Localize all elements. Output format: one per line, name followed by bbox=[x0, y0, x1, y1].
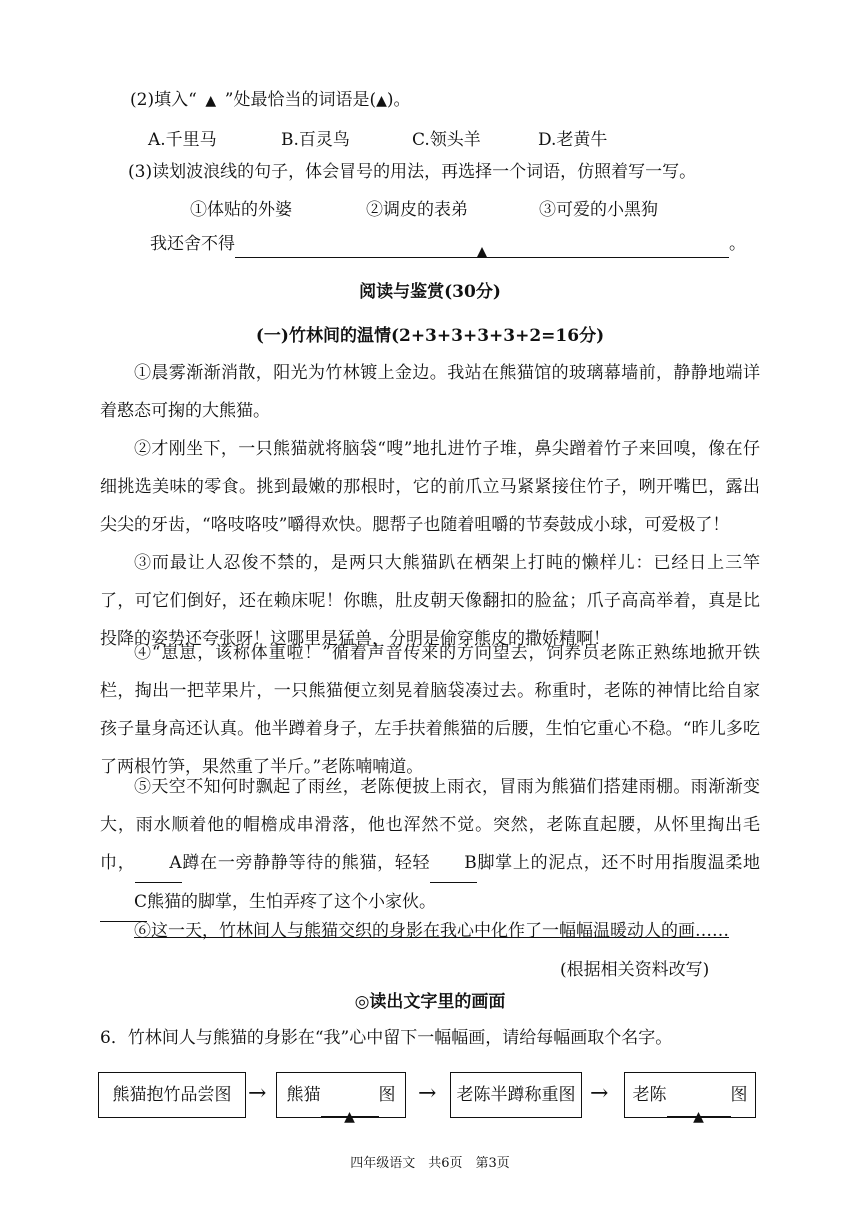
paragraph-1: ①晨雾渐渐消散，阳光为竹林镀上金边。我站在熊猫馆的玻璃幕墙前，静静地端详着憨态可掬的大熊猫。 bbox=[100, 363, 760, 421]
answer-prefix: 我还舍不得 bbox=[150, 234, 235, 254]
source-note: (根据相关资料改写) bbox=[560, 960, 710, 980]
question-3: (3)读划波浪线的句子，体会冒号的用法，再选择一个词语，仿照着写一写。 bbox=[128, 162, 697, 182]
flow-blank-2[interactable] bbox=[321, 1094, 379, 1125]
section-title: 阅读与鉴赏(30分) bbox=[359, 282, 501, 302]
choice-1: ①体贴的外婆 bbox=[190, 200, 292, 220]
q2-prefix: (2)填入“ bbox=[130, 90, 197, 110]
paragraph-3: ③而最让人忍俊不禁的，是两只大熊猫趴在栖架上打盹的懒样儿：已经日上三竿了，可它们倒好，还在赖床呢！你瞧，肚皮朝天像翻扣的脸盆；爪子高高举着，真是比投降的姿势还夸张呀！这哪里是猛兽，分明是偷穿熊皮的撒娇精啊！ bbox=[100, 553, 760, 649]
option-c: C.领头羊 bbox=[412, 130, 481, 150]
p5-text-b: 蹲在一旁静静等待的熊猫，轻轻 bbox=[181, 853, 431, 873]
flow-box-2: 熊猫▲图 bbox=[276, 1072, 406, 1118]
p5-text-a: ⑤天空不知何时飘起了雨丝，老陈便披上雨衣，冒雨为熊猫们搭建雨棚。雨渐渐变大，雨水顺着他的帽檐成串滑落，他也浑然不觉。突然，老陈直起腰，从怀里掏出毛巾， bbox=[100, 777, 760, 873]
choice-2: ②调皮的表弟 bbox=[366, 200, 468, 220]
blank-c[interactable]: C bbox=[100, 883, 147, 922]
p5-text-d: 熊猫的脚掌，生怕弄疼了这个小家伙。 bbox=[147, 892, 437, 912]
answer-triangle-icon: ▲ bbox=[476, 244, 488, 260]
blank-a[interactable]: A bbox=[135, 844, 181, 883]
p5-text-c: 脚掌上的泥点，还不时用指腹温柔地 bbox=[476, 853, 761, 873]
answer-suffix: 。 bbox=[729, 234, 746, 254]
flow-box-4: 老陈▲图 bbox=[624, 1072, 756, 1118]
answer-triangle-icon: ▲ bbox=[376, 93, 387, 109]
q3-answer-line bbox=[150, 230, 746, 258]
paragraph-6: ⑥这一天，竹林间人与熊猫交织的身影在我心中化作了一幅幅温暖动人的画…… bbox=[134, 921, 729, 941]
flow-blank-4[interactable] bbox=[667, 1094, 731, 1125]
blank-triangle-icon: ▲ bbox=[205, 93, 217, 109]
q2-suffix: )。 bbox=[386, 90, 411, 110]
arrow-right-icon: → bbox=[590, 1081, 609, 1106]
triangle-icon: ▲ bbox=[693, 1109, 704, 1125]
option-a: A.千里马 bbox=[148, 130, 217, 150]
paragraph-4: ④“崽崽，该称体重啦！”循着声音传来的方向望去，饲养员老陈正熟练地掀开铁栏，掏出一把苹果片，一只熊猫便立刻晃着脑袋凑过去。称重时，老陈的神情比给自家孩子量身高还认真。他半蹲着身子，左手扶着熊猫的后腰，生怕它重心不稳。“昨儿多吃了两根竹笋，果然重了半斤。”老陈喃喃道。 bbox=[100, 643, 760, 777]
flow-box-3: 老陈半蹲称重图 bbox=[450, 1072, 582, 1118]
subsection-title: ◎读出文字里的画面 bbox=[354, 992, 506, 1012]
triangle-icon: ▲ bbox=[344, 1109, 355, 1125]
paragraph-2: ②才刚坐下，一只熊猫就将脑袋“嗖”地扎进竹子堆，鼻尖蹭着竹子来回嗅，像在仔细挑选美味的零食。挑到最嫩的那根时，它的前爪立马紧紧接住竹子，咧开嘴巴，露出尖尖的牙齿，“咯吱咯吱”嚼得欢快。腮帮子也随着咀嚼的节奏鼓成小球，可爱极了！ bbox=[100, 439, 760, 535]
page-footer: 四年级语文 共6页 第3页 bbox=[350, 1156, 510, 1171]
question-6: 6．竹林间人与熊猫的身影在“我”心中留下一幅幅画，请给每幅画取个名字。 bbox=[100, 1028, 673, 1048]
arrow-right-icon: → bbox=[248, 1081, 267, 1106]
paragraph-5 bbox=[100, 768, 760, 922]
passage-title: (一)竹林间的温情(2+3+3+3+3+2=16分) bbox=[255, 326, 605, 346]
flow-box-1: 熊猫抱竹品尝图 bbox=[98, 1072, 246, 1118]
question-2 bbox=[130, 86, 411, 115]
arrow-right-icon: → bbox=[418, 1081, 437, 1106]
q2-middle: ”处最恰当的词语是( bbox=[224, 90, 377, 110]
option-b: B.百灵鸟 bbox=[281, 130, 350, 150]
answer-blank[interactable] bbox=[235, 237, 729, 258]
option-d: D.老黄牛 bbox=[538, 130, 608, 150]
choice-3: ③可爱的小黑狗 bbox=[539, 200, 658, 220]
blank-b[interactable]: B bbox=[430, 844, 477, 883]
